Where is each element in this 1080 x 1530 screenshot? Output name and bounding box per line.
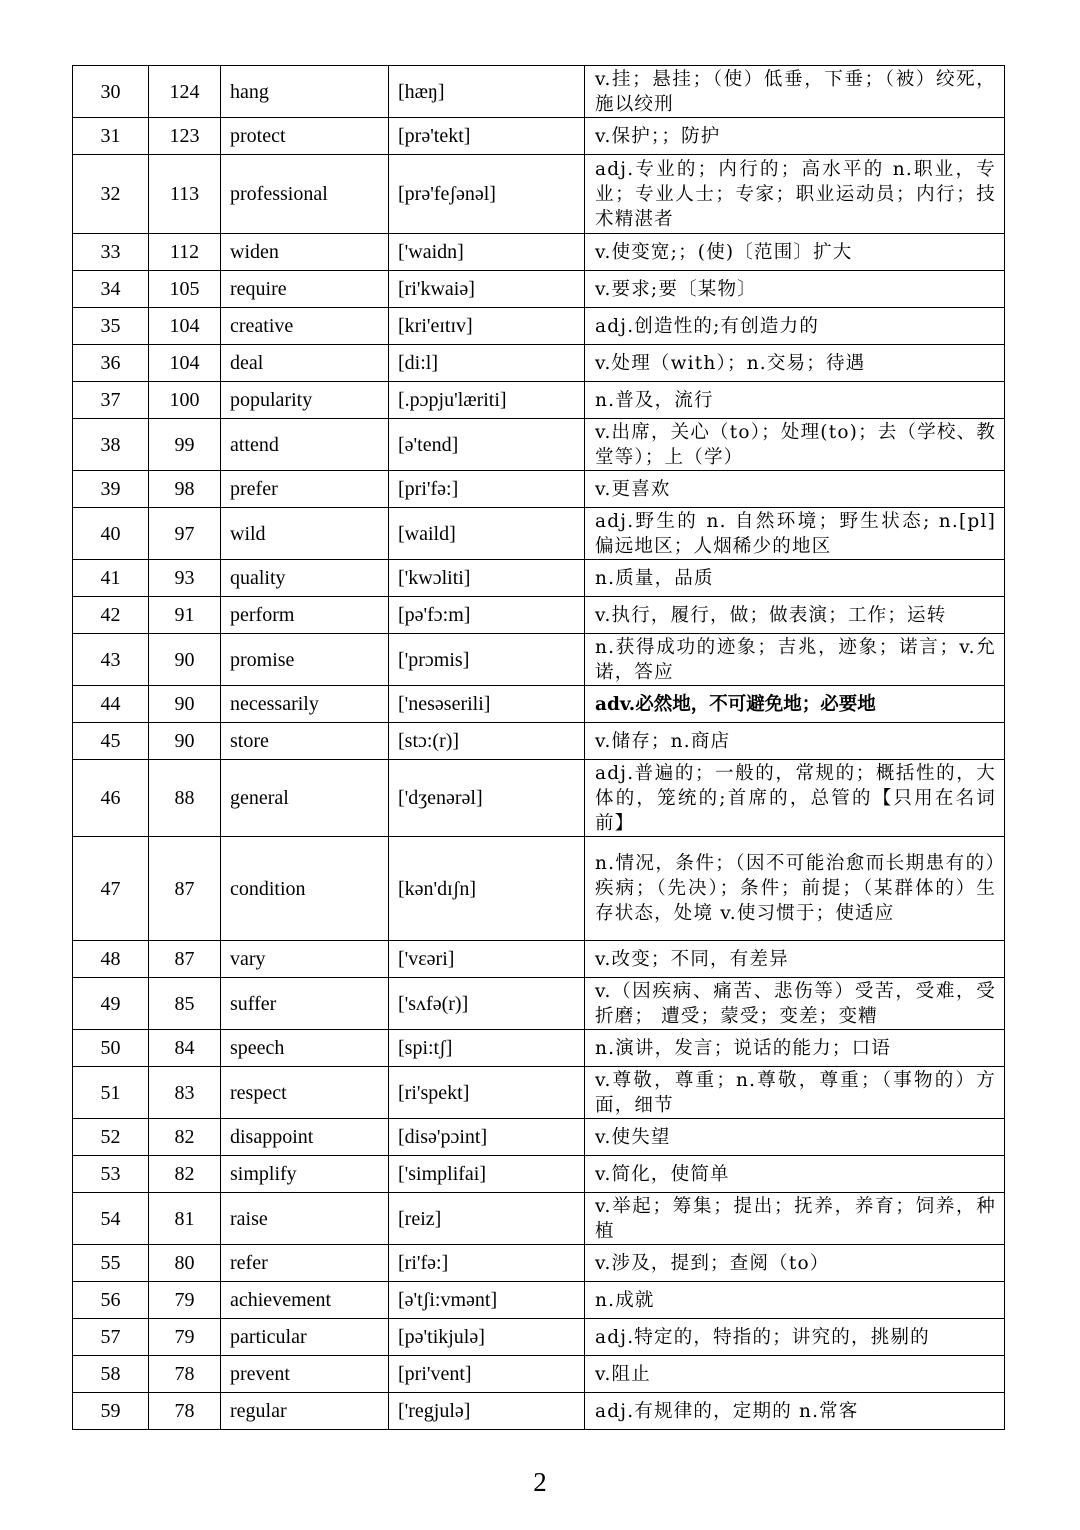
row-number: 38: [73, 419, 149, 471]
english-word: deal: [221, 345, 389, 382]
frequency-count: 105: [149, 271, 221, 308]
chinese-definition: adv.必然地，不可避免地；必要地: [585, 686, 1005, 723]
chinese-definition: n.质量，品质: [585, 560, 1005, 597]
chinese-definition: v.简化，使简单: [585, 1156, 1005, 1193]
table-row: [73, 1156, 1005, 1193]
row-number: 34: [73, 271, 149, 308]
frequency-count: 81: [149, 1193, 221, 1245]
table-row: [73, 1193, 1005, 1245]
chinese-definition: n.普及，流行: [585, 382, 1005, 419]
chinese-definition: v.保护；；防护: [585, 118, 1005, 155]
frequency-count: 90: [149, 686, 221, 723]
table-row: [73, 1319, 1005, 1356]
phonetic-transcription: ['regjulə]: [389, 1393, 585, 1430]
table-row: [73, 508, 1005, 560]
row-number: 39: [73, 471, 149, 508]
chinese-definition: v.改变；不同，有差异: [585, 941, 1005, 978]
chinese-definition: v.涉及，提到；查阅（to）: [585, 1245, 1005, 1282]
table-row: [73, 471, 1005, 508]
frequency-count: 112: [149, 234, 221, 271]
chinese-definition: adj.创造性的;有创造力的: [585, 308, 1005, 345]
phonetic-transcription: [di:l]: [389, 345, 585, 382]
english-word: vary: [221, 941, 389, 978]
frequency-count: 90: [149, 723, 221, 760]
table-row: [73, 1067, 1005, 1119]
row-number: 41: [73, 560, 149, 597]
frequency-count: 93: [149, 560, 221, 597]
frequency-count: 91: [149, 597, 221, 634]
row-number: 30: [73, 66, 149, 118]
table-row: [73, 560, 1005, 597]
phonetic-transcription: [disə'pɔint]: [389, 1119, 585, 1156]
chinese-definition: v.使变宽;；(使)〔范围〕扩大: [585, 234, 1005, 271]
table-row: [73, 382, 1005, 419]
phonetic-transcription: [reiz]: [389, 1193, 585, 1245]
row-number: 37: [73, 382, 149, 419]
table-row: [73, 978, 1005, 1030]
phonetic-transcription: [kən'dɪʃn]: [389, 837, 585, 941]
chinese-definition: v.出席，关心（to）；处理(to)；去（学校、教堂等）；上（学）: [585, 419, 1005, 471]
row-number: 52: [73, 1119, 149, 1156]
english-word: quality: [221, 560, 389, 597]
row-number: 31: [73, 118, 149, 155]
phonetic-transcription: ['nesəserili]: [389, 686, 585, 723]
chinese-definition: n.获得成功的迹象；吉兆，迹象；诺言；v.允诺，答应: [585, 634, 1005, 686]
english-word: speech: [221, 1030, 389, 1067]
phonetic-transcription: [pri'fə:]: [389, 471, 585, 508]
row-number: 47: [73, 837, 149, 941]
english-word: promise: [221, 634, 389, 686]
phonetic-transcription: [ri'fə:]: [389, 1245, 585, 1282]
english-word: general: [221, 760, 389, 837]
table-row: [73, 118, 1005, 155]
frequency-count: 98: [149, 471, 221, 508]
english-word: prefer: [221, 471, 389, 508]
phonetic-transcription: [spi:tʃ]: [389, 1030, 585, 1067]
table-row: [73, 1245, 1005, 1282]
phonetic-transcription: [waild]: [389, 508, 585, 560]
chinese-definition: n.演讲，发言；说话的能力；口语: [585, 1030, 1005, 1067]
phonetic-transcription: [hæŋ]: [389, 66, 585, 118]
frequency-count: 83: [149, 1067, 221, 1119]
english-word: creative: [221, 308, 389, 345]
row-number: 45: [73, 723, 149, 760]
chinese-definition: v.挂；悬挂；（使）低垂，下垂；（被）绞死，施以绞刑: [585, 66, 1005, 118]
english-word: particular: [221, 1319, 389, 1356]
chinese-definition: v.要求;要〔某物〕: [585, 271, 1005, 308]
chinese-definition: v.储存；n.商店: [585, 723, 1005, 760]
frequency-count: 99: [149, 419, 221, 471]
table-row: [73, 837, 1005, 941]
english-word: condition: [221, 837, 389, 941]
english-word: raise: [221, 1193, 389, 1245]
phonetic-transcription: [pri'vent]: [389, 1356, 585, 1393]
table-row: [73, 1030, 1005, 1067]
table-row: [73, 723, 1005, 760]
chinese-definition: v.阻止: [585, 1356, 1005, 1393]
row-number: 57: [73, 1319, 149, 1356]
chinese-definition: v.尊敬，尊重；n.尊敬，尊重；（事物的）方面，细节: [585, 1067, 1005, 1119]
frequency-count: 123: [149, 118, 221, 155]
table-row: [73, 308, 1005, 345]
table-row: [73, 234, 1005, 271]
english-word: attend: [221, 419, 389, 471]
row-number: 58: [73, 1356, 149, 1393]
phonetic-transcription: [pə'tikjulə]: [389, 1319, 585, 1356]
phonetic-transcription: ['waidn]: [389, 234, 585, 271]
english-word: achievement: [221, 1282, 389, 1319]
english-word: respect: [221, 1067, 389, 1119]
row-number: 55: [73, 1245, 149, 1282]
chinese-definition: v.更喜欢: [585, 471, 1005, 508]
phonetic-transcription: [ə'tʃi:vmənt]: [389, 1282, 585, 1319]
phonetic-transcription: ['kwɔliti]: [389, 560, 585, 597]
english-word: require: [221, 271, 389, 308]
english-word: simplify: [221, 1156, 389, 1193]
frequency-count: 104: [149, 308, 221, 345]
phonetic-transcription: [prə'feʃənəl]: [389, 155, 585, 234]
phonetic-transcription: ['dʒenərəl]: [389, 760, 585, 837]
frequency-count: 82: [149, 1156, 221, 1193]
row-number: 48: [73, 941, 149, 978]
chinese-definition: v.执行，履行，做；做表演；工作；运转: [585, 597, 1005, 634]
chinese-definition: n.成就: [585, 1282, 1005, 1319]
chinese-definition: adj.普遍的；一般的，常规的；概括性的，大体的，笼统的;首席的，总管的【只用在名词前】: [585, 760, 1005, 837]
table-row: [73, 597, 1005, 634]
phonetic-transcription: ['prɔmis]: [389, 634, 585, 686]
english-word: popularity: [221, 382, 389, 419]
vocabulary-table: [72, 65, 1005, 1430]
chinese-definition: v.（因疾病、痛苦、悲伤等）受苦，受难，受折磨； 遭受；蒙受；变差；变糟: [585, 978, 1005, 1030]
phonetic-transcription: [ri'kwaiə]: [389, 271, 585, 308]
row-number: 54: [73, 1193, 149, 1245]
table-row: [73, 1356, 1005, 1393]
vocabulary-table-body: [73, 66, 1005, 1430]
row-number: 33: [73, 234, 149, 271]
table-row: [73, 155, 1005, 234]
page-number: 2: [533, 1467, 547, 1497]
chinese-definition: adj.特定的，特指的；讲究的，挑剔的: [585, 1319, 1005, 1356]
row-number: 51: [73, 1067, 149, 1119]
english-word: regular: [221, 1393, 389, 1430]
chinese-definition: v.使失望: [585, 1119, 1005, 1156]
english-word: necessarily: [221, 686, 389, 723]
phonetic-transcription: [stɔ:(r)]: [389, 723, 585, 760]
row-number: 42: [73, 597, 149, 634]
row-number: 40: [73, 508, 149, 560]
chinese-definition: n.情况，条件；（因不可能治愈而长期患有的）疾病；（先决）；条件；前提；（某群体的）生存状态，处境 v.使习惯于；使适应: [585, 837, 1005, 941]
phonetic-transcription: ['vɛəri]: [389, 941, 585, 978]
phonetic-transcription: [ə'tend]: [389, 419, 585, 471]
phonetic-transcription: [.pɔpju'læriti]: [389, 382, 585, 419]
table-row: [73, 634, 1005, 686]
frequency-count: 90: [149, 634, 221, 686]
frequency-count: 79: [149, 1282, 221, 1319]
row-number: 50: [73, 1030, 149, 1067]
table-row: [73, 271, 1005, 308]
english-word: perform: [221, 597, 389, 634]
frequency-count: 87: [149, 837, 221, 941]
row-number: 35: [73, 308, 149, 345]
table-row: [73, 760, 1005, 837]
english-word: professional: [221, 155, 389, 234]
frequency-count: 80: [149, 1245, 221, 1282]
chinese-definition: adj.野生的 n. 自然环境；野生状态; n.[pl]偏远地区；人烟稀少的地区: [585, 508, 1005, 560]
english-word: store: [221, 723, 389, 760]
phonetic-transcription: [ri'spekt]: [389, 1067, 585, 1119]
phonetic-transcription: [prə'tekt]: [389, 118, 585, 155]
english-word: disappoint: [221, 1119, 389, 1156]
table-row: [73, 686, 1005, 723]
frequency-count: 124: [149, 66, 221, 118]
table-row: [73, 1393, 1005, 1430]
row-number: 53: [73, 1156, 149, 1193]
phonetic-transcription: ['simplifai]: [389, 1156, 585, 1193]
frequency-count: 113: [149, 155, 221, 234]
phonetic-transcription: [pə'fɔ:m]: [389, 597, 585, 634]
english-word: refer: [221, 1245, 389, 1282]
row-number: 59: [73, 1393, 149, 1430]
row-number: 43: [73, 634, 149, 686]
chinese-definition: v.处理（with）；n.交易；待遇: [585, 345, 1005, 382]
english-word: suffer: [221, 978, 389, 1030]
frequency-count: 78: [149, 1393, 221, 1430]
table-row: [73, 66, 1005, 118]
phonetic-transcription: [kri'eɪtɪv]: [389, 308, 585, 345]
chinese-definition: adj.专业的；内行的；高水平的 n.职业，专业；专业人士；专家；职业运动员；内行；技术精湛者: [585, 155, 1005, 234]
frequency-count: 104: [149, 345, 221, 382]
frequency-count: 100: [149, 382, 221, 419]
english-word: protect: [221, 118, 389, 155]
row-number: 46: [73, 760, 149, 837]
frequency-count: 84: [149, 1030, 221, 1067]
frequency-count: 97: [149, 508, 221, 560]
frequency-count: 79: [149, 1319, 221, 1356]
frequency-count: 87: [149, 941, 221, 978]
row-number: 36: [73, 345, 149, 382]
phonetic-transcription: ['sʌfə(r)]: [389, 978, 585, 1030]
frequency-count: 78: [149, 1356, 221, 1393]
chinese-definition: adj.有规律的，定期的 n.常客: [585, 1393, 1005, 1430]
frequency-count: 88: [149, 760, 221, 837]
english-word: wild: [221, 508, 389, 560]
row-number: 44: [73, 686, 149, 723]
english-word: widen: [221, 234, 389, 271]
row-number: 49: [73, 978, 149, 1030]
table-row: [73, 941, 1005, 978]
table-row: [73, 419, 1005, 471]
row-number: 32: [73, 155, 149, 234]
english-word: prevent: [221, 1356, 389, 1393]
table-row: [73, 1119, 1005, 1156]
table-row: [73, 345, 1005, 382]
chinese-definition: v.举起；筹集；提出；抚养，养育；饲养，种植: [585, 1193, 1005, 1245]
table-row: [73, 1282, 1005, 1319]
frequency-count: 82: [149, 1119, 221, 1156]
english-word: hang: [221, 66, 389, 118]
row-number: 56: [73, 1282, 149, 1319]
frequency-count: 85: [149, 978, 221, 1030]
